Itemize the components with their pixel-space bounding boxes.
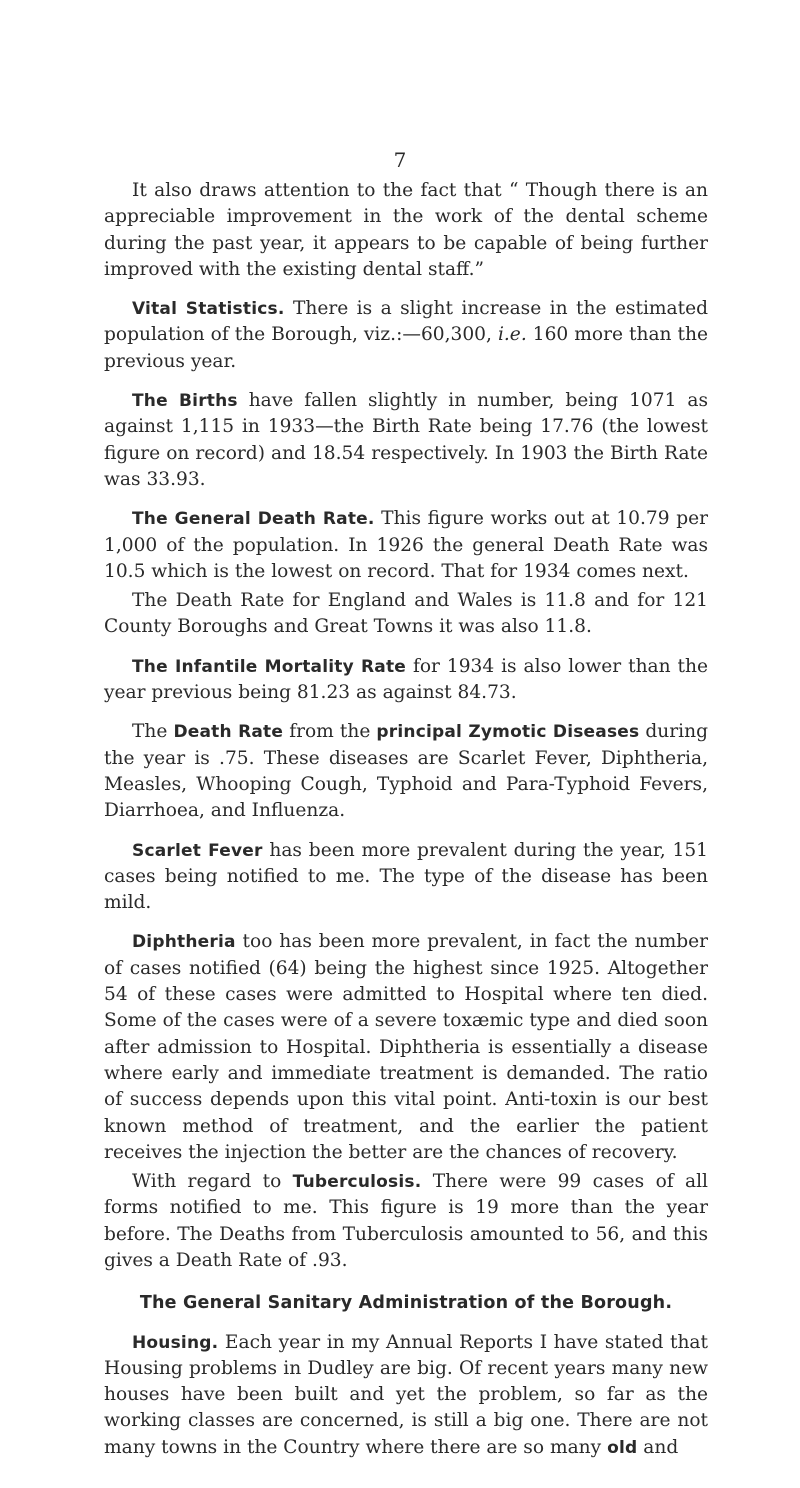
paragraph-text: during the year is .75. These diseases are Scarlet Fever, Diphtheria, Measles, Whooping Cough, Typhoid and Para-Typhoid Fevers, Diarrhoea, and Influenza. <box>104 721 708 822</box>
paragraph-text: from the <box>283 721 377 743</box>
heading-births: The Births <box>132 391 238 412</box>
heading-death-rate: Death Rate <box>173 722 284 743</box>
paragraph-text: The <box>132 721 174 743</box>
paragraph-zymotic-diseases <box>104 719 708 824</box>
paragraph-dental-scheme <box>104 178 708 283</box>
paragraph-vital-statistics <box>104 296 708 375</box>
paragraph-infantile-mortality <box>104 654 708 707</box>
paragraph-tuberculosis <box>104 1169 708 1274</box>
paragraph-text: has been more prevalent during the year, 151 cases being notified to me. The type of the disease has been mild. <box>104 839 708 914</box>
paragraph-scarlet-fever <box>104 838 708 917</box>
heading-vital-statistics: Vital Statistics. <box>132 299 285 320</box>
paragraph-text: This figure works out at 10.79 per 1,000 of the population. In 1926 the general Death Rate was 10.5 which is the lowest on record. That for 1934 comes next. <box>104 508 708 582</box>
paragraph-england-wales <box>104 588 708 641</box>
paragraph-text: The Death Rate for England and Wales is 11.8 and for 121 County Boroughs and Great Towns it was also 11.8. <box>104 590 708 638</box>
paragraph-text: for 1934 is also lower than the year previous being 81.23 as against 84.73. <box>104 655 709 704</box>
heading-scarlet-fever: Scarlet Fever <box>132 840 263 861</box>
bold-word-old: old <box>607 1437 638 1458</box>
page-number: 7 <box>393 148 407 172</box>
paragraph-diphtheria <box>104 929 708 1166</box>
paragraph-text: too has been more prevalent, in fact the number of cases notified (64) being the highest since 1925. Altogether 54 of these cases were admitted to Hospital where ten died. Some of the cases were of a severe toxæmic type and died soon after admission to Hospital. Diphtheria is essentially a disease where early and immediate treatment is demanded. The ratio of success depends upon this vital point. Anti-toxin is our best known method of treatment, and the earlier the patient receives the injection the better are the chances of recovery. <box>104 931 708 1163</box>
heading-housing: Housing. <box>132 1332 219 1353</box>
paragraph-text: have fallen slightly in number, being 1071 as against 1,115 in 1933—the Birth Rate being 17.76 (the lowest figure on record) and 18.54 respectively. In 1903 the Birth Rate was 33.93. <box>104 390 708 490</box>
paragraph-text: 160 more than the previous year. <box>104 324 709 372</box>
paragraph-text: There were 99 cases of all forms notified to me. This figure is 19 more than the year before. The Deaths from Tuberculosis amounted to 56, and this gives a Death Rate of .93. <box>104 1171 708 1271</box>
paragraph-text: With regard to <box>132 1171 293 1193</box>
section-heading-sanitary-administration: The General Sanitary Administration of the Borough. <box>139 1293 673 1314</box>
heading-zymotic-diseases: principal Zymotic Diseases <box>376 722 640 743</box>
heading-diphtheria: Diphtheria <box>132 932 236 953</box>
paragraph-text: There is a slight increase in the estimated population of the Borough, viz.:—60,300, <box>104 298 708 346</box>
paragraph-text: It also draws attention to the fact that “ Though there is an appreciable improvement in the work of the dental scheme during the past year, it appears to be capable of being further improved with the existing dental staff.” <box>104 180 708 280</box>
paragraph-text: Each year in my Annual Reports I have stated that Housing problems in Dudley are big. Of recent years many new houses have been built and yet the problem, so far as the working classes are concerned, is still a big one. There are not many towns in the Country where there are so many <box>104 1331 708 1458</box>
paragraph-general-death-rate <box>104 506 708 585</box>
paragraph-text: and <box>637 1436 679 1458</box>
italic-abbreviation: i.e. <box>497 324 527 346</box>
heading-tuberculosis: Tuberculosis. <box>292 1172 422 1193</box>
report-body <box>104 178 708 1461</box>
paragraph-births <box>104 388 708 493</box>
heading-infantile-mortality: The Infantile Mortality Rate <box>132 656 407 677</box>
heading-general-death-rate: The General Death Rate. <box>132 509 375 530</box>
paragraph-housing <box>104 1330 708 1461</box>
